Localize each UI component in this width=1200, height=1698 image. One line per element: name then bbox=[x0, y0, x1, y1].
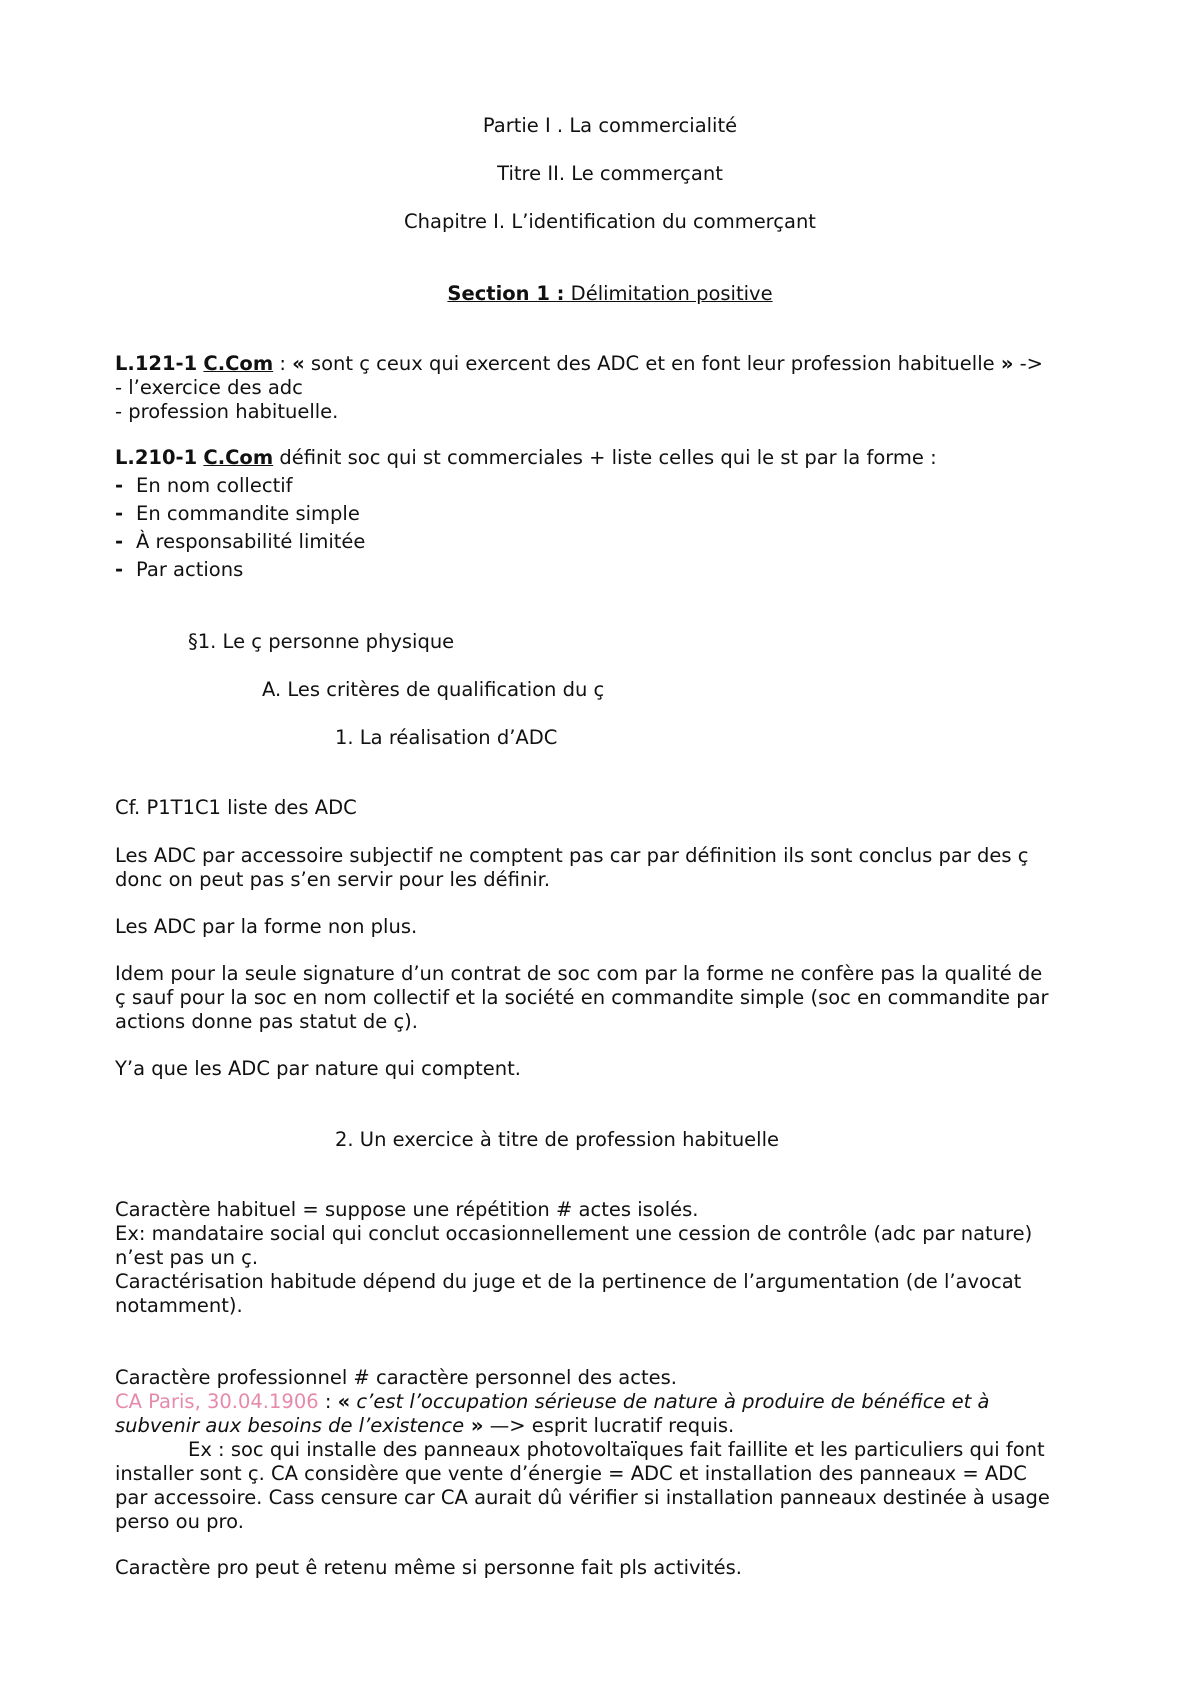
quote-text: subvenir aux besoins de l’existence bbox=[115, 1414, 465, 1437]
outline-point-2: 2. Un exercice à titre de profession habituelle bbox=[335, 1128, 780, 1151]
list-item: - l’exercice des adc bbox=[115, 376, 303, 399]
code-ref: C.Com bbox=[203, 446, 274, 469]
quote-text: c’est l’occupation sérieuse de nature à produire de bénéfice et à bbox=[350, 1390, 990, 1413]
outline-point-1: 1. La réalisation d’ADC bbox=[335, 726, 558, 749]
article-ref: L.210-1 bbox=[115, 446, 198, 469]
bullet: - bbox=[115, 530, 124, 553]
section-title: Délimitation positive bbox=[564, 282, 773, 305]
article-l210-1-line bbox=[115, 446, 937, 470]
paragraph-line: Y’a que les ADC par nature qui comptent. bbox=[115, 1057, 521, 1080]
ca-citation-line bbox=[115, 1390, 989, 1414]
chapitre-heading: Chapitre I. L’identification du commerçant bbox=[404, 210, 816, 233]
list-item-text: En nom collectif bbox=[136, 474, 293, 497]
paragraph-line: par accessoire. Cass censure car CA aurait dû vérifier si installation panneaux destinée à usage bbox=[115, 1486, 1050, 1509]
section-heading bbox=[0, 282, 1200, 306]
ca-reference: CA Paris, 30.04.1906 bbox=[115, 1390, 319, 1413]
arrow: -> bbox=[1013, 352, 1044, 375]
list-item bbox=[115, 502, 360, 526]
separator: : bbox=[273, 352, 293, 375]
titre-heading: Titre II. Le commerçant bbox=[497, 162, 723, 185]
cf-paragraph: Cf. P1T1C1 liste des ADC bbox=[115, 796, 357, 819]
paragraph-line: Ex : soc qui installe des panneaux photovoltaïques fait faillite et les particuliers qui font bbox=[188, 1438, 1045, 1461]
paragraph-text: —> esprit lucratif requis. bbox=[483, 1414, 735, 1437]
list-item bbox=[115, 530, 365, 554]
bullet: - bbox=[115, 474, 124, 497]
list-item bbox=[115, 474, 293, 498]
quote-close: » bbox=[1000, 352, 1014, 375]
quote-open: « bbox=[292, 352, 305, 375]
list-item: - profession habituelle. bbox=[115, 400, 339, 423]
section-label: Section 1 : bbox=[447, 282, 565, 305]
paragraph-line: installer sont ç. CA considère que vente d’énergie = ADC et installation des panneaux = ADC bbox=[115, 1462, 1027, 1485]
paragraph-line: Caractère habituel = suppose une répétition # actes isolés. bbox=[115, 1198, 699, 1221]
code-ref: C.Com bbox=[203, 352, 274, 375]
paragraph-line: Ex: mandataire social qui conclut occasionnellement une cession de contrôle (adc par nature) bbox=[115, 1222, 1033, 1245]
list-item bbox=[115, 558, 243, 582]
bullet: - bbox=[115, 502, 124, 525]
paragraph-line: Caractérisation habitude dépend du juge et de la pertinence de l’argumentation (de l’avocat bbox=[115, 1270, 1022, 1293]
ca-citation-line bbox=[115, 1414, 734, 1438]
list-item-text: À responsabilité limitée bbox=[136, 530, 366, 553]
paragraph-line: Les ADC par la forme non plus. bbox=[115, 915, 418, 938]
paragraph-line: ç sauf pour la soc en nom collectif et la société en commandite simple (soc en commandite par bbox=[115, 986, 1049, 1009]
paragraph-line: Les ADC par accessoire subjectif ne comptent pas car par définition ils sont conclus par des ç bbox=[115, 844, 1029, 867]
paragraph-line: donc on peut pas s’en servir pour les définir. bbox=[115, 868, 551, 891]
paragraph-line: perso ou pro. bbox=[115, 1510, 244, 1533]
list-item-text: Par actions bbox=[136, 558, 244, 581]
paragraph-line: Idem pour la seule signature d’un contrat de soc com par la forme ne confère pas la qualité de bbox=[115, 962, 1043, 985]
partie-heading: Partie I . La commercialité bbox=[482, 114, 738, 137]
paragraph-line: Caractère pro peut ê retenu même si personne fait pls activités. bbox=[115, 1556, 742, 1579]
bullet: - bbox=[115, 558, 124, 581]
outline-subsection-a: A. Les critères de qualification du ç bbox=[262, 678, 605, 701]
article-ref: L.121-1 bbox=[115, 352, 198, 375]
article-text: définit soc qui st commerciales + liste celles qui le st par la forme : bbox=[273, 446, 937, 469]
quote-open: « bbox=[337, 1390, 351, 1413]
separator: : bbox=[318, 1390, 338, 1413]
list-item-text: En commandite simple bbox=[136, 502, 360, 525]
paragraph-line: actions donne pas statut de ç). bbox=[115, 1010, 418, 1033]
paragraph-line: n’est pas un ç. bbox=[115, 1246, 259, 1269]
quote-close: » bbox=[464, 1414, 484, 1437]
paragraph-line: notamment). bbox=[115, 1294, 243, 1317]
article-l121-1-line bbox=[115, 352, 1043, 376]
outline-paragraph-1: §1. Le ç personne physique bbox=[188, 630, 455, 653]
quote-text: sont ç ceux qui exercent des ADC et en font leur profession habituelle bbox=[304, 352, 1001, 375]
paragraph-line: Caractère professionnel # caractère personnel des actes. bbox=[115, 1366, 677, 1389]
